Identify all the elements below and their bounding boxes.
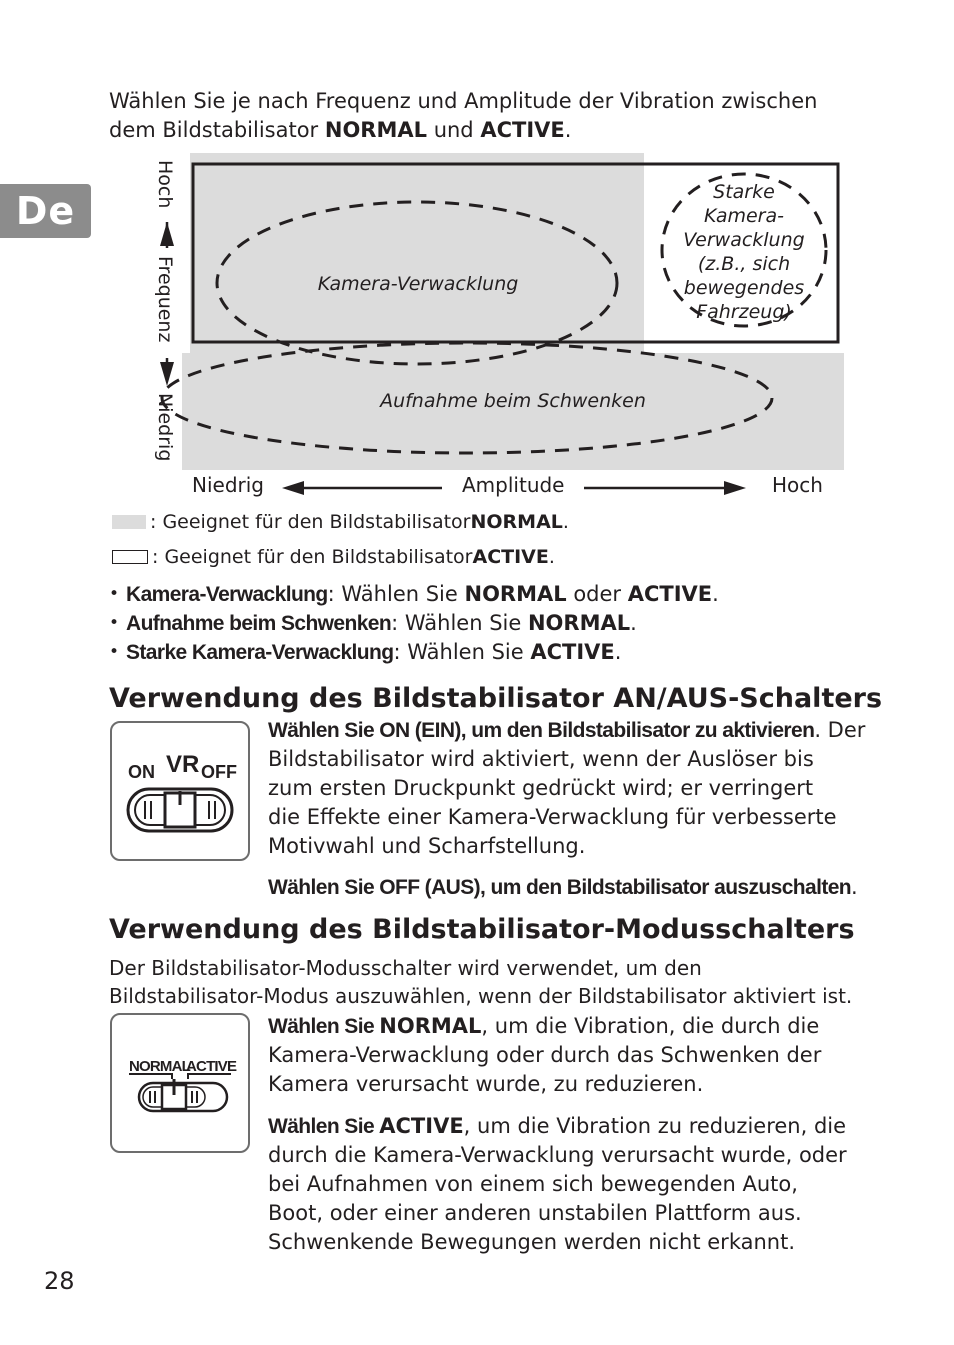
intro-period: . (564, 118, 572, 142)
bullet-text: oder (566, 582, 628, 606)
legend-active-text: : Geeignet für den Bildstabilisator (152, 546, 473, 568)
legend-normal-value: NORMAL (470, 511, 563, 533)
legend-period: . (548, 546, 555, 568)
normal-mode-line: Kamera-Verwacklung oder durch das Schwenken der (268, 1043, 822, 1067)
vr-off-bold: Wählen Sie OFF (AUS), um den Bildstabilisator auszuschalten (268, 876, 852, 899)
normal-mode-value: NORMAL (379, 1014, 482, 1038)
intro-normal: NORMAL (324, 118, 428, 142)
active-mode-bold: Wählen Sie (268, 1115, 380, 1138)
vr-on-text: . Der (814, 718, 866, 742)
intro-line-1: Wählen Sie je nach Frequenz und Amplitude der Vibration zwischen (109, 89, 818, 113)
strong-shake-line: Starke (713, 181, 775, 203)
bullet-text: : Wählen Sie (391, 611, 528, 635)
strong-shake-line: Verwacklung (683, 229, 805, 251)
vr-on-line (268, 716, 868, 745)
bullet-value: ACTIVE (627, 582, 713, 606)
bullet-text: : Wählen Sie (327, 582, 465, 606)
mode-switch-icon (112, 1015, 248, 1151)
vr-on-line: die Effekte einer Kamera-Verwacklung für verbesserte (268, 805, 837, 829)
vr-off-paragraph (268, 873, 868, 902)
intro-paragraph (109, 87, 849, 145)
active-mode-paragraph (268, 1112, 868, 1257)
active-mode-line: bei Aufnahmen von einem sich bewegenden Auto, (268, 1172, 798, 1196)
vr-mode-diagram (150, 150, 850, 470)
active-mode-line (268, 1112, 868, 1141)
active-mode-line: durch die Kamera-Verwacklung verursacht wurde, oder (268, 1143, 847, 1167)
page-number: 28 (44, 1267, 75, 1295)
legend-normal (112, 510, 569, 534)
amp-label: Amplitude (462, 473, 565, 497)
bullet-end: . (614, 640, 622, 664)
normal-mode-text: , um die Vibration, die durch die (481, 1014, 820, 1038)
mode-intro-line: Bildstabilisator-Modus auszuwählen, wenn der Bildstabilisator aktiviert ist. (109, 984, 853, 1008)
bullet-term: Starke Kamera-Verwacklung (126, 641, 394, 664)
bullet-text: : Wählen Sie (393, 640, 531, 664)
switch-on-label: ON (128, 762, 155, 782)
legend-active-swatch (112, 550, 148, 564)
recommendation-list (109, 580, 869, 667)
freq-arrow-up-icon (160, 222, 174, 246)
bullet-term: Aufnahme beim Schwenken (126, 612, 392, 635)
vr-on-line: Bildstabilisator wird aktiviert, wenn der Auslöser bis (268, 747, 814, 771)
amp-high-label: Hoch (772, 473, 823, 497)
switch-active-label: ACTIVE (186, 1058, 237, 1075)
bullet-value: NORMAL (527, 611, 631, 635)
mode-switch-illustration (110, 1013, 250, 1153)
vr-on-line: zum ersten Druckpunkt gedrückt wird; er verringert (268, 776, 814, 800)
legend-active (112, 545, 555, 569)
legend-active-value: ACTIVE (472, 546, 549, 568)
vr-on-bold: Wählen Sie ON (EIN), um den Bildstabilisator zu aktivieren (268, 719, 815, 742)
bullet-end: . (712, 582, 719, 606)
amp-arrow-left-icon (280, 478, 445, 498)
label-camera-shake: Kamera-Verwacklung (317, 273, 519, 295)
label-strong-shake (683, 181, 804, 323)
bullet-end: . (630, 611, 637, 635)
bullet-value: ACTIVE (530, 640, 615, 664)
strong-shake-line: Kamera- (704, 205, 784, 227)
active-mode-line: Schwenkende Bewegungen werden nicht erkannt. (268, 1230, 796, 1254)
intro-and: und (427, 118, 481, 142)
language-tab: De (0, 184, 91, 238)
intro-text: dem Bildstabilisator (109, 118, 325, 142)
active-mode-value: ACTIVE (379, 1114, 464, 1138)
strong-shake-line: bewegendes (683, 277, 805, 299)
vr-on-paragraph (268, 716, 868, 861)
freq-label: Frequenz (154, 256, 176, 343)
normal-region-upper (190, 153, 644, 353)
legend-normal-text: : Geeignet für den Bildstabilisator (150, 511, 471, 533)
switch-vr-label: VR (166, 751, 200, 778)
freq-high-label: Hoch (154, 160, 176, 209)
mode-switch-intro (109, 954, 869, 1010)
vr-off-end: . (851, 875, 858, 899)
vr-on-line: Motivwahl und Scharfstellung. (268, 834, 586, 858)
switch-normal-label: NORMAL (129, 1058, 191, 1075)
mode-intro-line: Der Bildstabilisator-Modusschalter wird verwendet, um den (109, 956, 702, 980)
frequency-axis (154, 160, 176, 461)
amp-low-label: Niedrig (192, 473, 264, 497)
normal-mode-bold: Wählen Sie (268, 1015, 380, 1038)
normal-mode-line (268, 1012, 868, 1041)
list-item (109, 580, 869, 609)
legend-period: . (562, 511, 569, 533)
intro-active: ACTIVE (480, 118, 565, 142)
vr-switch-icon (112, 723, 248, 859)
strong-shake-line: Fahrzeug) (696, 301, 792, 323)
switch-off-label: OFF (201, 762, 237, 782)
bullet-term: Kamera-Verwacklung (126, 583, 328, 606)
strong-shake-line: (z.B., sich (697, 253, 791, 275)
section-heading-vr-switch: Verwendung des Bildstabilisator AN/AUS-Schalters (109, 683, 883, 714)
amp-arrow-right-icon (582, 478, 748, 498)
freq-low-label: Niedrig (154, 393, 176, 462)
intro-line-2 (109, 116, 849, 145)
normal-mode-paragraph (268, 1012, 868, 1099)
list-item (109, 609, 869, 638)
label-panning: Aufnahme beim Schwenken (380, 390, 646, 412)
legend-normal-swatch (112, 515, 146, 529)
active-mode-line: Boot, oder einer anderen unstabilen Plattform aus. (268, 1201, 802, 1225)
vr-switch-illustration (110, 721, 250, 861)
section-heading-mode-switch: Verwendung des Bildstabilisator-Modusschalters (109, 914, 855, 945)
list-item (109, 638, 869, 667)
active-mode-text: , um die Vibration zu reduzieren, die (463, 1114, 847, 1138)
normal-mode-line: Kamera verursacht wurde, zu reduzieren. (268, 1072, 704, 1096)
bullet-value: NORMAL (464, 582, 567, 606)
